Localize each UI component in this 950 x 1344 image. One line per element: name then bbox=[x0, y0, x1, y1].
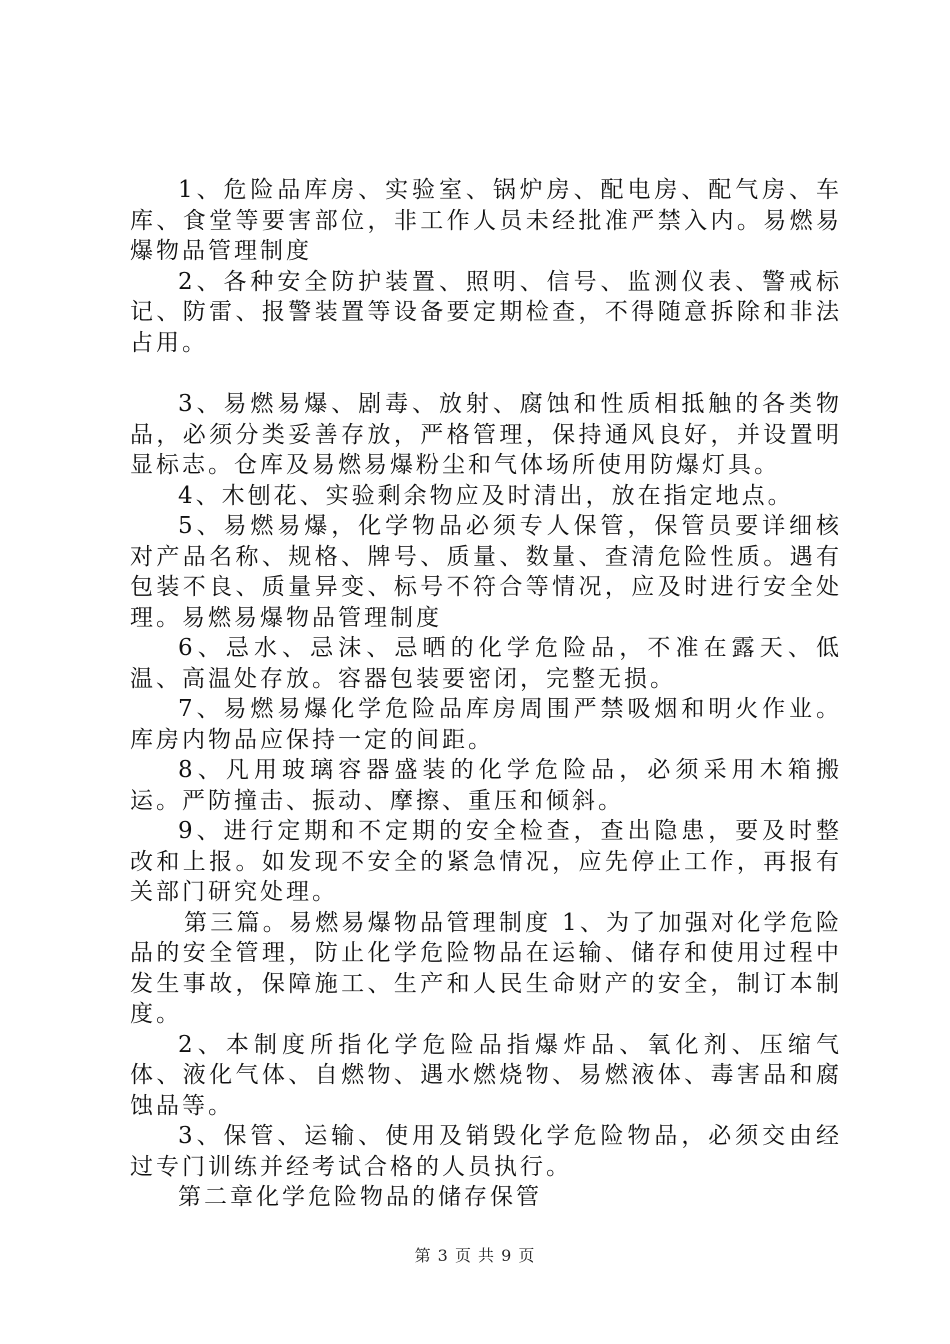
paragraph-scope: 2、本制度所指化学危险品指爆炸品、氧化剂、压缩气体、液化气体、自燃物、遇水燃烧物、易燃液体、毒害品和腐蚀品等。 bbox=[130, 1031, 842, 1119]
paragraph-2: 2、各种安全防护装置、照明、信号、监测仪表、警戒标记、防雷、报警装置等设备要定期检查，不得随意拆除和非法占用。 bbox=[130, 268, 842, 356]
document-body bbox=[130, 175, 842, 1213]
paragraph-3: 3、易燃易爆、剧毒、放射、腐蚀和性质相抵触的各类物品，必须分类妥善存放，严格管理，保持通风良好，并设置明显标志。仓库及易燃易爆粉尘和气体场所使用防爆灯具。 bbox=[130, 391, 842, 478]
section-heading-paragraph: 第三篇。易燃易爆物品管理制度 1、为了加强对化学危险品的安全管理，防止化学危险物品在运输、储存和使用过程中发生事故，保障施工、生产和人民生命财产的安全，制订本制度。 bbox=[130, 909, 842, 1027]
chapter-heading: 第二章化学危险物品的储存保管 bbox=[178, 1184, 542, 1210]
paragraph-personnel: 3、保管、运输、使用及销毁化学危险物品，必须交由经过专门训练并经考试合格的人员执行。 bbox=[130, 1123, 842, 1180]
paragraph-1: 1、危险品库房、实验室、锅炉房、配电房、配气房、车库、食堂等要害部位，非工作人员未经批准严禁入内。易燃易爆物品管理制度 bbox=[130, 177, 842, 264]
paragraph-9: 9、进行定期和不定期的安全检查，查出隐患，要及时整改和上报。如发现不安全的紧急情况，应先停止工作，再报有关部门研究处理。 bbox=[130, 818, 842, 905]
paragraph-6: 6、忌水、忌沫、忌晒的化学危险品，不准在露天、低温、高温处存放。容器包装要密闭，完整无损。 bbox=[130, 635, 842, 692]
paragraph-8: 8、凡用玻璃容器盛装的化学危险品，必须采用木箱搬运。严防撞击、振动、摩擦、重压和倾斜。 bbox=[130, 757, 842, 814]
paragraph-7: 7、易燃易爆化学危险品库房周围严禁吸烟和明火作业。库房内物品应保持一定的间距。 bbox=[130, 696, 842, 753]
page-number-footer: 第 3 页 共 9 页 bbox=[414, 1246, 536, 1265]
paragraph-4: 4、木刨花、实验剩余物应及时清出，放在指定地点。 bbox=[178, 482, 794, 509]
paragraph-5: 5、易燃易爆，化学物品必须专人保管，保管员要详细核对产品名称、规格、牌号、质量、数量、查清危险性质。遇有包装不良、质量异变、标号不符合等情况，应及时进行安全处理。易燃易爆物品管理制度 bbox=[130, 513, 842, 631]
